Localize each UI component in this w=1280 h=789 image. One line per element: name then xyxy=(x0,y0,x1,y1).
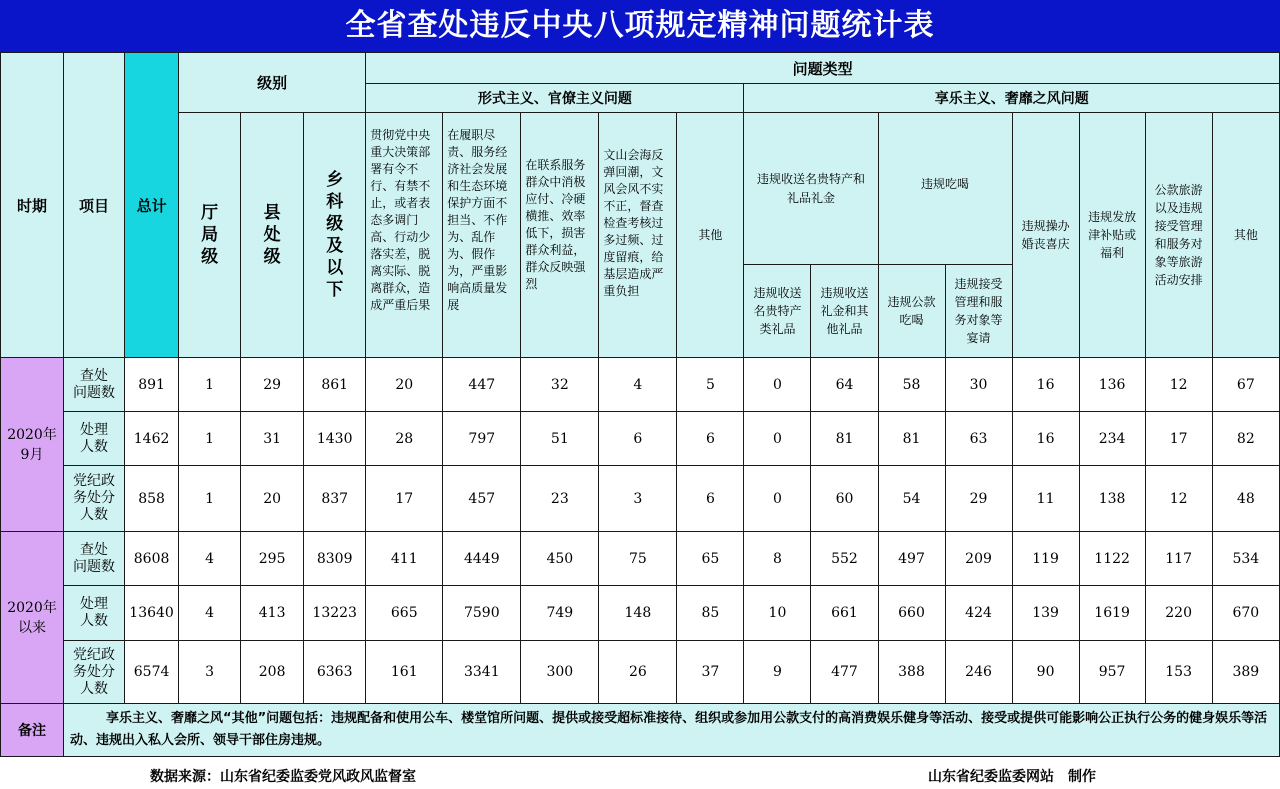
value-cell: 119 xyxy=(1012,532,1079,586)
value-cell: 29 xyxy=(241,358,304,412)
value-cell: 20 xyxy=(241,466,304,532)
maker: 山东省纪委监委网站 制作 xyxy=(928,769,1096,785)
value-cell: 1 xyxy=(179,412,241,466)
value-cell: 8309 xyxy=(304,532,366,586)
value-cell: 58 xyxy=(878,358,945,412)
value-cell: 6363 xyxy=(304,641,366,704)
total-cell: 858 xyxy=(125,466,179,532)
value-cell: 0 xyxy=(744,466,811,532)
table-row xyxy=(1,532,1280,586)
value-cell: 861 xyxy=(304,358,366,412)
header-formalism-1: 贯彻党中央重大决策部署有令不行、有禁不止，或者表态多调门高、行动少落实差，脱离实际、脱离群众，造成严重后果 xyxy=(366,113,443,358)
value-cell: 447 xyxy=(443,358,521,412)
table-row xyxy=(1,641,1280,704)
note-label: 备注 xyxy=(1,704,64,757)
value-cell: 661 xyxy=(811,586,878,641)
value-cell: 1 xyxy=(179,358,241,412)
header-eat: 违规吃喝 xyxy=(878,113,1012,265)
value-cell: 5 xyxy=(677,358,744,412)
value-cell: 48 xyxy=(1212,466,1279,532)
header-formalism-4: 文山会海反弹回潮，文风会风不实不正，督查检查考核过多过频、过度留痕，给基层造成严重负担 xyxy=(599,113,677,358)
value-cell: 7590 xyxy=(443,586,521,641)
value-cell: 32 xyxy=(521,358,599,412)
value-cell: 389 xyxy=(1212,641,1279,704)
header-hedonism: 享乐主义、奢靡之风问题 xyxy=(744,84,1280,113)
header-period: 时期 xyxy=(1,53,64,358)
value-cell: 4449 xyxy=(443,532,521,586)
header-formalism-other: 其他 xyxy=(677,113,744,358)
value-cell: 3341 xyxy=(443,641,521,704)
value-cell: 837 xyxy=(304,466,366,532)
total-cell: 8608 xyxy=(125,532,179,586)
value-cell: 1430 xyxy=(304,412,366,466)
header-formalism-2: 在履职尽责、服务经济社会发展和生态环境保护方面不担当、不作为、乱作为、假作为，严重影响高质量发展 xyxy=(443,113,521,358)
value-cell: 208 xyxy=(241,641,304,704)
value-cell: 26 xyxy=(599,641,677,704)
header-gift-a: 违规收送名贵特产类礼品 xyxy=(744,265,811,358)
value-cell: 13223 xyxy=(304,586,366,641)
value-cell: 51 xyxy=(521,412,599,466)
value-cell: 246 xyxy=(945,641,1012,704)
value-cell: 82 xyxy=(1212,412,1279,466)
value-cell: 75 xyxy=(599,532,677,586)
value-cell: 670 xyxy=(1212,586,1279,641)
value-cell: 300 xyxy=(521,641,599,704)
header-level: 级别 xyxy=(179,53,366,113)
value-cell: 153 xyxy=(1145,641,1212,704)
header-level-xiang: 乡 科 级 及 以 下 xyxy=(304,113,366,358)
page-title: 全省查处违反中央八项规定精神问题统计表 xyxy=(0,0,1280,52)
value-cell: 4 xyxy=(179,586,241,641)
value-cell: 117 xyxy=(1145,532,1212,586)
value-cell: 4 xyxy=(179,532,241,586)
value-cell: 665 xyxy=(366,586,443,641)
value-cell: 64 xyxy=(811,358,878,412)
value-cell: 23 xyxy=(521,466,599,532)
total-cell: 13640 xyxy=(125,586,179,641)
footer xyxy=(0,760,1280,789)
value-cell: 81 xyxy=(811,412,878,466)
value-cell: 6 xyxy=(677,466,744,532)
value-cell: 477 xyxy=(811,641,878,704)
value-cell: 8 xyxy=(744,532,811,586)
value-cell: 16 xyxy=(1012,358,1079,412)
value-cell: 457 xyxy=(443,466,521,532)
data-source: 数据来源：山东省纪委监委党风政风监督室 xyxy=(150,769,416,785)
value-cell: 1122 xyxy=(1079,532,1145,586)
row-item-label: 处理 人数 xyxy=(64,586,125,641)
value-cell: 497 xyxy=(878,532,945,586)
value-cell: 16 xyxy=(1012,412,1079,466)
note-text: 享乐主义、奢靡之风“其他”问题包括：违规配备和使用公车、楼堂馆所问题、提供或接受超标准接待、组织或参加用公款支付的高消费娱乐健身等活动、接受或提供可能影响公正执行公务的健身娱乐等活动、违规出入私人会所、领导干部住房违规。 xyxy=(64,704,1280,757)
value-cell: 28 xyxy=(366,412,443,466)
header-gift-b: 违规收送礼金和其他礼品 xyxy=(811,265,878,358)
value-cell: 81 xyxy=(878,412,945,466)
row-item-label: 查处 问题数 xyxy=(64,532,125,586)
value-cell: 29 xyxy=(945,466,1012,532)
row-item-label: 处理 人数 xyxy=(64,412,125,466)
row-item-label: 查处 问题数 xyxy=(64,358,125,412)
value-cell: 209 xyxy=(945,532,1012,586)
value-cell: 552 xyxy=(811,532,878,586)
value-cell: 413 xyxy=(241,586,304,641)
statistics-table xyxy=(0,52,1280,757)
period-label: 2020年 9月 xyxy=(1,358,64,532)
value-cell: 411 xyxy=(366,532,443,586)
value-cell: 749 xyxy=(521,586,599,641)
value-cell: 148 xyxy=(599,586,677,641)
value-cell: 65 xyxy=(677,532,744,586)
value-cell: 220 xyxy=(1145,586,1212,641)
value-cell: 60 xyxy=(811,466,878,532)
value-cell: 12 xyxy=(1145,466,1212,532)
header-formalism-3: 在联系服务群众中消极应付、冷硬横推、效率低下，损害群众利益，群众反映强烈 xyxy=(521,113,599,358)
value-cell: 0 xyxy=(744,412,811,466)
value-cell: 31 xyxy=(241,412,304,466)
value-cell: 534 xyxy=(1212,532,1279,586)
table-row xyxy=(1,412,1280,466)
table-row xyxy=(1,358,1280,412)
value-cell: 450 xyxy=(521,532,599,586)
value-cell: 54 xyxy=(878,466,945,532)
value-cell: 797 xyxy=(443,412,521,466)
value-cell: 161 xyxy=(366,641,443,704)
value-cell: 63 xyxy=(945,412,1012,466)
value-cell: 0 xyxy=(744,358,811,412)
value-cell: 388 xyxy=(878,641,945,704)
value-cell: 1 xyxy=(179,466,241,532)
header-wedding: 违规操办婚丧喜庆 xyxy=(1012,113,1079,358)
value-cell: 85 xyxy=(677,586,744,641)
value-cell: 139 xyxy=(1012,586,1079,641)
header-level-xian: 县 处 级 xyxy=(241,113,304,358)
header-eat-a: 违规公款吃喝 xyxy=(878,265,945,358)
value-cell: 67 xyxy=(1212,358,1279,412)
value-cell: 1619 xyxy=(1079,586,1145,641)
value-cell: 9 xyxy=(744,641,811,704)
table-row xyxy=(1,466,1280,532)
value-cell: 136 xyxy=(1079,358,1145,412)
value-cell: 11 xyxy=(1012,466,1079,532)
row-item-label: 党纪政 务处分 人数 xyxy=(64,466,125,532)
total-cell: 1462 xyxy=(125,412,179,466)
value-cell: 957 xyxy=(1079,641,1145,704)
header-travel: 公款旅游以及违规接受管理和服务对象等旅游活动安排 xyxy=(1145,113,1212,358)
total-cell: 6574 xyxy=(125,641,179,704)
value-cell: 138 xyxy=(1079,466,1145,532)
header-hedonism-other: 其他 xyxy=(1212,113,1279,358)
value-cell: 17 xyxy=(1145,412,1212,466)
value-cell: 90 xyxy=(1012,641,1079,704)
value-cell: 20 xyxy=(366,358,443,412)
header-eat-b: 违规接受管理和服务对象等宴请 xyxy=(945,265,1012,358)
period-label: 2020年 以来 xyxy=(1,532,64,704)
table-row xyxy=(1,586,1280,641)
header-allowance: 违规发放津补贴或福利 xyxy=(1079,113,1145,358)
header-item: 项目 xyxy=(64,53,125,358)
value-cell: 295 xyxy=(241,532,304,586)
value-cell: 234 xyxy=(1079,412,1145,466)
header-gift: 违规收送名贵特产和礼品礼金 xyxy=(744,113,878,265)
value-cell: 10 xyxy=(744,586,811,641)
value-cell: 3 xyxy=(179,641,241,704)
value-cell: 3 xyxy=(599,466,677,532)
value-cell: 30 xyxy=(945,358,1012,412)
header-problem-type: 问题类型 xyxy=(366,53,1280,84)
value-cell: 37 xyxy=(677,641,744,704)
header-total: 总计 xyxy=(125,53,179,358)
row-item-label: 党纪政 务处分 人数 xyxy=(64,641,125,704)
value-cell: 4 xyxy=(599,358,677,412)
value-cell: 6 xyxy=(677,412,744,466)
value-cell: 424 xyxy=(945,586,1012,641)
value-cell: 17 xyxy=(366,466,443,532)
value-cell: 6 xyxy=(599,412,677,466)
header-level-ting: 厅 局 级 xyxy=(179,113,241,358)
total-cell: 891 xyxy=(125,358,179,412)
value-cell: 12 xyxy=(1145,358,1212,412)
value-cell: 660 xyxy=(878,586,945,641)
header-formalism: 形式主义、官僚主义问题 xyxy=(366,84,744,113)
